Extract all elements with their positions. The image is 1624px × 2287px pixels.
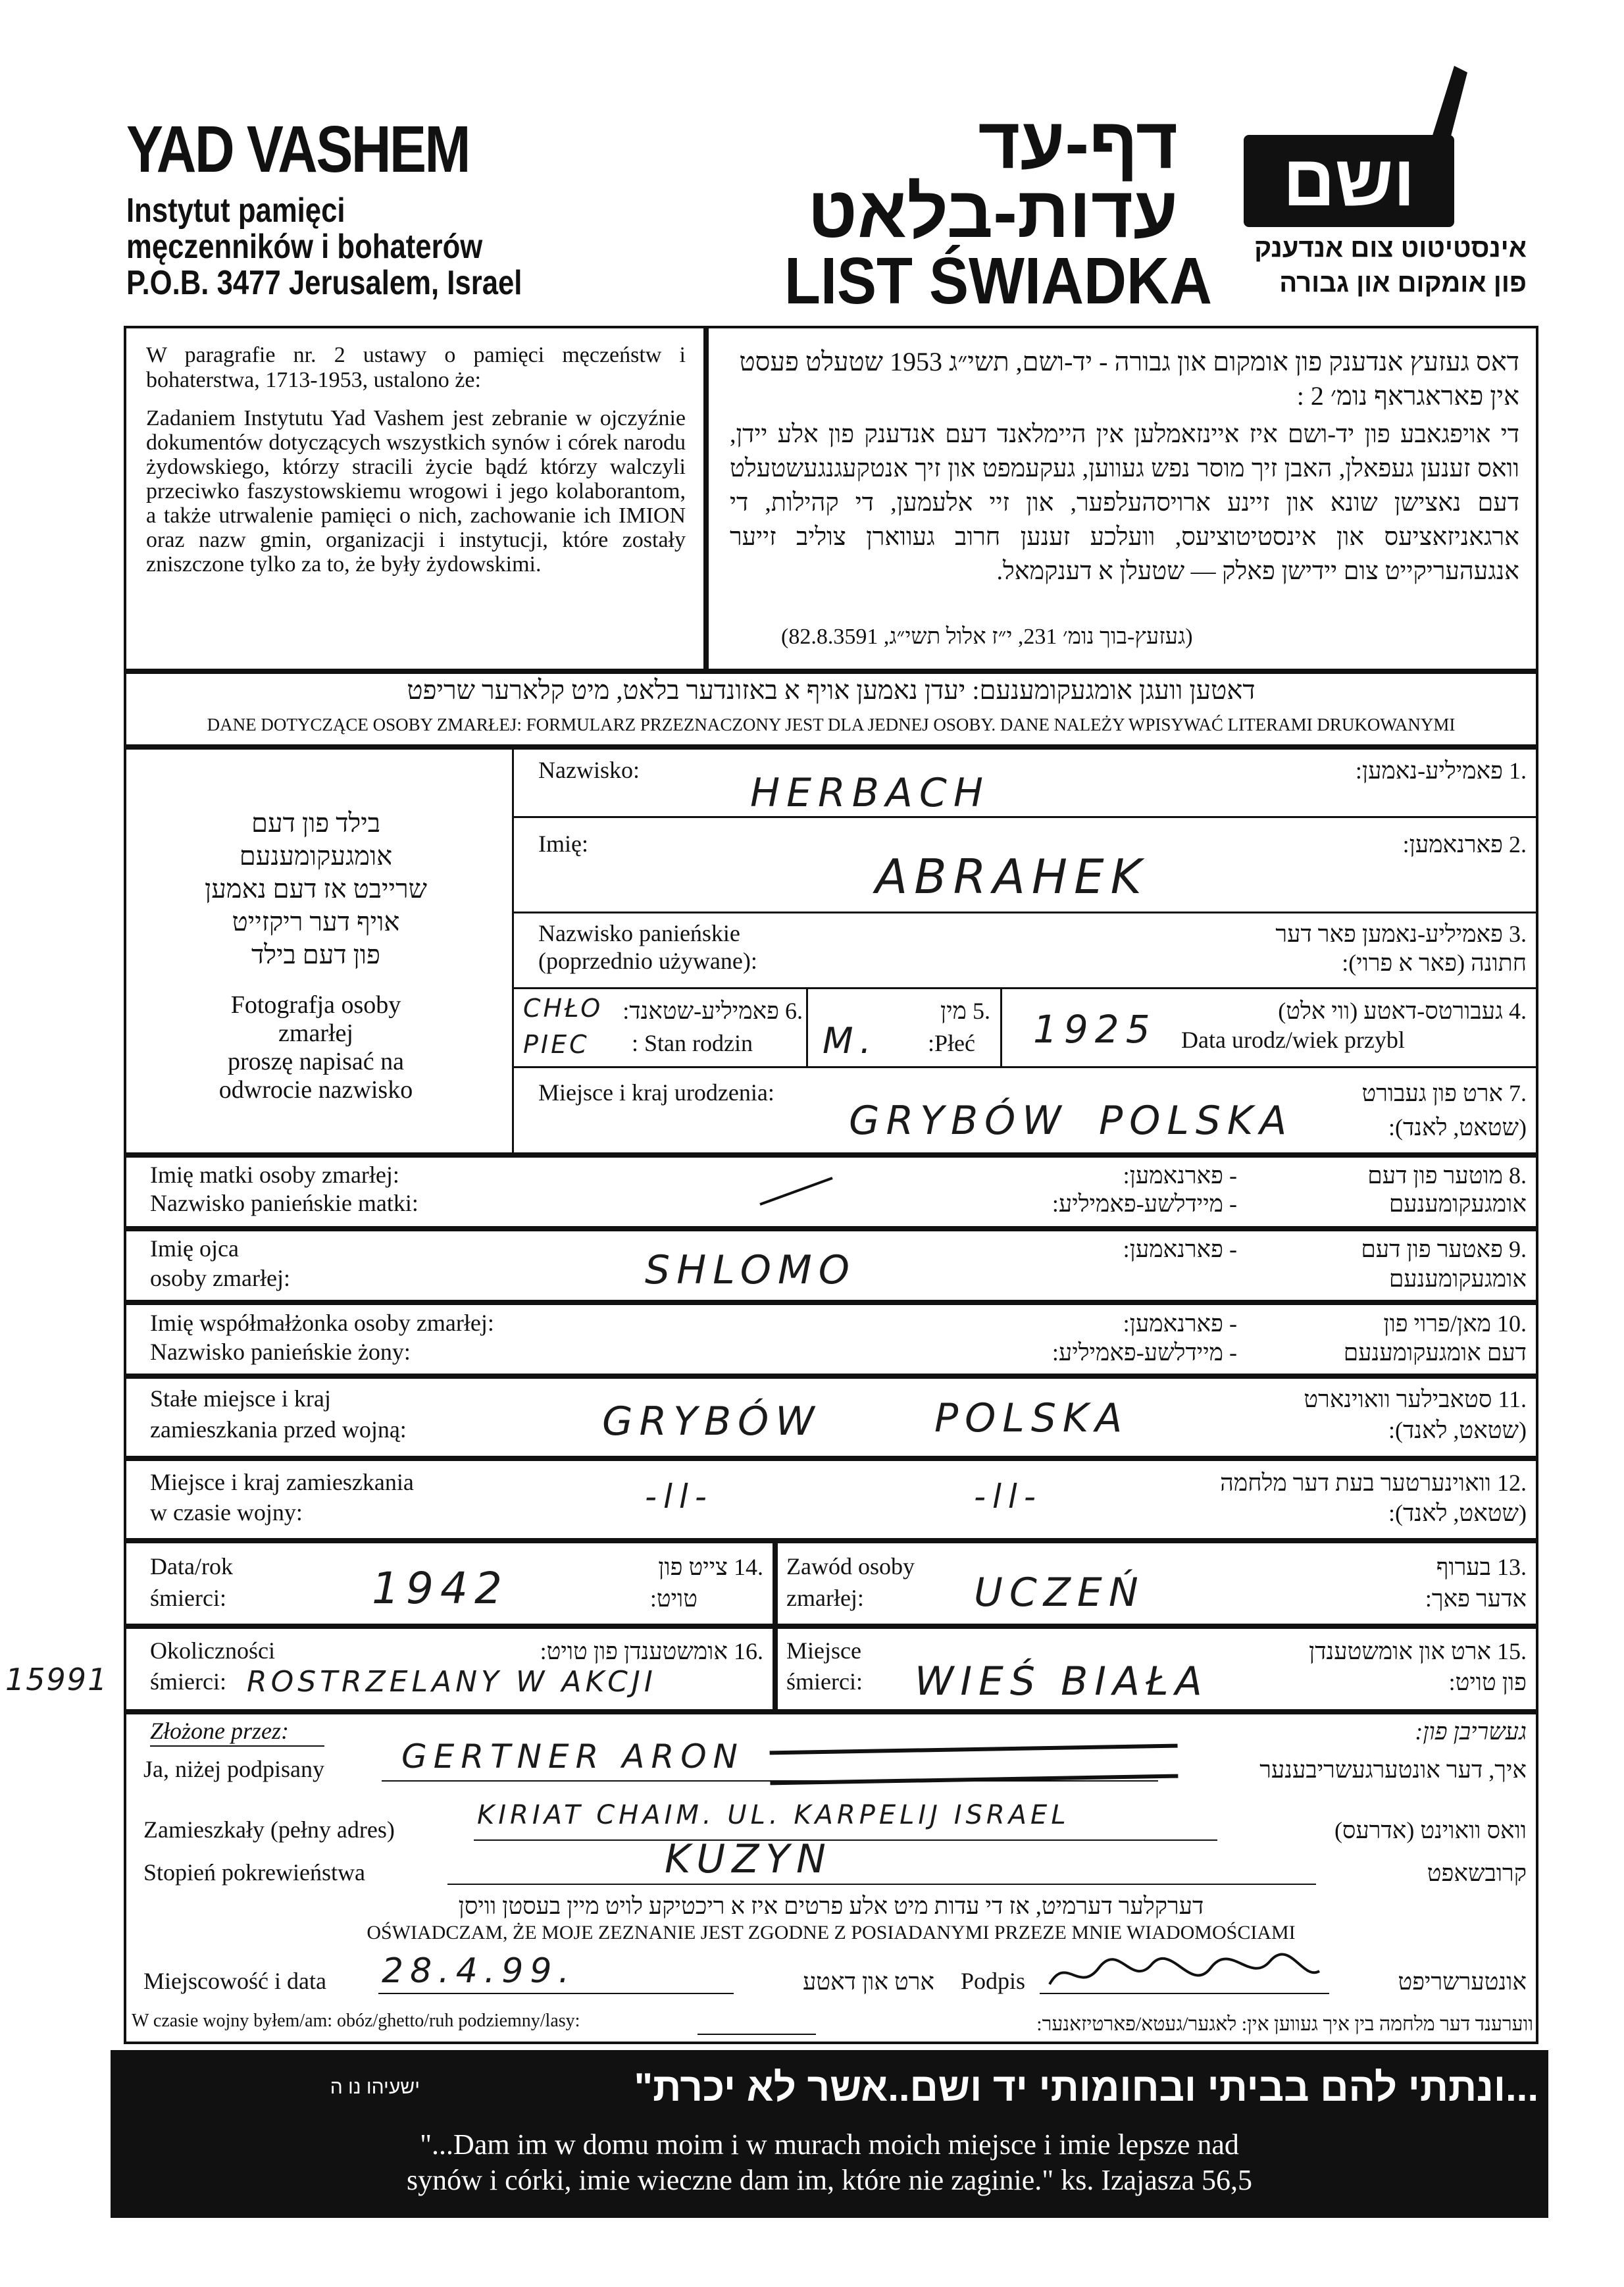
photo-yiddish-3: שרייבט אז דעם נאמען xyxy=(205,874,427,904)
death-date-label: Data/rok xyxy=(150,1553,233,1580)
address-label-yiddish: וואס וואוינט (אדרעס) xyxy=(1334,1817,1527,1843)
maiden-name-label-yiddish-2: חתונה (פאר א פרוי): xyxy=(1342,950,1527,976)
maiden-name-label-yiddish-1: .3 פאמיליע-נאמען פאר דער xyxy=(1275,921,1527,947)
first-name-value: ABRAHEK xyxy=(875,849,1148,904)
mother-maiden-name-label-yiddish: - מיידלשע-פאמיליע: xyxy=(1052,1191,1237,1217)
family-status-label-yiddish: .6 פאמיליע-שטאנד: xyxy=(622,998,803,1024)
submitter-name-value: GERTNER ARON xyxy=(401,1737,744,1776)
birth-date-label: Data urodz/wiek przybl xyxy=(1181,1027,1405,1053)
declaration-yiddish: דערקלער דערמיט, אז די עדות מיט אלע פרטים איז א ריכטיקע לויט מיין בעסטן וויסן xyxy=(458,1893,1204,1919)
address-label: Zamieszkały (pełny adres) xyxy=(143,1816,395,1843)
photo-polish-2: zmarłej xyxy=(278,1019,353,1047)
spouse-maiden-name-label: Nazwisko panieńskie żony: xyxy=(150,1339,411,1365)
spouse-maiden-name-label-yiddish: - מיידלשע-פאמיליע: xyxy=(1052,1339,1237,1366)
place-date-label: Miejscowość i data xyxy=(143,1968,326,1994)
footer-hebrew-quote: ...ונתתי להם בביתי ובחומותי יד ושם..אשר לא יכרת" xyxy=(634,2065,1538,2109)
birthplace-label: Miejsce i kraj urodzenia: xyxy=(538,1079,774,1106)
intro-law-yiddish: דאס געזעץ אנדענק פון אומקום און גבורה - יד-ושם, תשי״ג 1953 שטעלט פעסט אין פאראגראף נומ׳ 2 : xyxy=(739,347,1519,411)
father-first-name-label-2: osoby zmarłej: xyxy=(150,1265,290,1291)
photo-yiddish-1: בילד פון דעם xyxy=(251,808,380,838)
signature-label: Podpis xyxy=(961,1968,1026,1994)
spouse-label-yiddish-1: .10 מאן/פרוי פון xyxy=(1383,1310,1527,1337)
place-date-value: 28.4.99. xyxy=(382,1951,576,1991)
footer-hebrew-reference: ישעיהו נו ה xyxy=(330,2076,420,2098)
sex-label-yiddish: .5 מין xyxy=(940,998,990,1024)
wartime-city-value: -ll- xyxy=(645,1478,713,1516)
wartime-residence-label-yiddish-1: .12 וואוינערטער בעת דער מלחמה xyxy=(1220,1470,1527,1496)
death-date-label-yiddish-1: .14 צייט פון xyxy=(658,1554,763,1580)
birth-date-value: 1925 xyxy=(1033,1007,1157,1052)
residence-label-2: zamieszkania przed wojną: xyxy=(150,1416,407,1443)
footer-polish-quote-1: "...Dam im w domu moim i w murach moich miejsce i imie lepsze nad xyxy=(420,2128,1239,2161)
wartime-residence-label: Miejsce i kraj zamieszkania xyxy=(150,1469,414,1495)
residence-city-value: GRYBÓW xyxy=(602,1399,821,1445)
address-value: KIRIAT CHAIM. UL. KARPELIJ ISRAEL xyxy=(477,1800,1070,1830)
occupation-value: UCZEŃ xyxy=(974,1570,1145,1616)
intro-law-polish: W paragrafie nr. 2 ustawy o pamięci męczeństw i bohaterstwa, 1713-1953, ustalono że: xyxy=(146,343,686,392)
father-first-name-label-yiddish-a: - פארנאמען: xyxy=(1123,1236,1237,1262)
spouse-first-name-label: Imię współmałżonka osoby zmarłej: xyxy=(150,1310,494,1336)
relation-value: KUZYN xyxy=(665,1836,832,1882)
mother-maiden-name-label: Nazwisko panieńskie matki: xyxy=(150,1190,419,1216)
mother-first-name-label-yiddish: - פארנאמען: xyxy=(1123,1162,1237,1189)
death-place-label-yiddish-2: פון טויט: xyxy=(1448,1669,1527,1695)
occupation-label-yiddish-1: .13 בערוף xyxy=(1436,1554,1527,1580)
org-line-2: męczenników i bohaterów xyxy=(126,228,483,266)
wartime-residence-label-yiddish-2: (שטאט, לאנד): xyxy=(1388,1500,1527,1526)
death-date-label-2: śmierci: xyxy=(150,1585,226,1611)
residence-label-yiddish-2: (שטאט, לאנד): xyxy=(1388,1417,1527,1443)
submitter-name-label-yiddish: איך, דער אונטערגעשריבענער xyxy=(1259,1757,1527,1783)
birthplace-city-value: GRYBÓW xyxy=(849,1098,1068,1144)
spouse-first-name-label-yiddish: - פארנאמען: xyxy=(1123,1310,1237,1337)
circumstances-value: ROSTRZELANY W AKCJI xyxy=(247,1665,657,1699)
family-status-value-1: CHŁO xyxy=(523,994,603,1023)
instruction-yiddish: דאטען וועגן אומגעקומענעם: יעדן נאמען אויף א באזונדער בלאט, מיט קלארער שריפט xyxy=(407,675,1256,705)
photo-yiddish-2: אומגעקומענעם xyxy=(239,841,393,871)
residence-country-value: POLSKA xyxy=(934,1395,1129,1441)
family-status-value-2: PIEC xyxy=(523,1030,590,1059)
death-date-value: 1942 xyxy=(372,1563,509,1614)
org-name: YAD VASHEM xyxy=(126,113,469,186)
maiden-name-label-2: (poprzednio używane): xyxy=(538,948,757,974)
surname-label-yiddish: .1 פאמיליע-נאמען: xyxy=(1355,758,1527,784)
relation-label: Stopień pokrewieństwa xyxy=(143,1859,365,1886)
occupation-label-yiddish-2: אדער פאך: xyxy=(1425,1585,1527,1612)
submitter-title: Złożone przez: xyxy=(150,1718,290,1744)
photo-yiddish-4: אויף דער ריקזייט xyxy=(232,907,400,937)
place-date-label-yiddish: ארט און דאטע xyxy=(802,1968,934,1995)
sex-label: :Płeć xyxy=(928,1030,975,1056)
relation-label-yiddish: קרובשאפט xyxy=(1427,1860,1527,1886)
sex-value: M. xyxy=(823,1020,878,1062)
logo-text: ושם xyxy=(1282,140,1415,221)
logo-flame-icon xyxy=(1415,59,1474,178)
intro-yiddish-box xyxy=(706,326,1538,671)
photo-polish-1: Fotografja osoby xyxy=(230,991,401,1019)
photo-polish-4: odwrocie nazwisko xyxy=(218,1076,413,1104)
mother-label-yiddish-1: .8 מוטער פון דעם xyxy=(1367,1162,1527,1189)
wartime-residence-label-2: w czasie wojny: xyxy=(150,1499,303,1526)
birthplace-label-yiddish-2: (שטאט, לאנד): xyxy=(1388,1114,1527,1141)
circumstances-label-2: śmierci: xyxy=(150,1668,226,1695)
death-place-label-yiddish-1: .15 ארט און אומשטענדן xyxy=(1309,1638,1527,1664)
birthplace-label-yiddish-1: .7 ארט פון געבורט xyxy=(1361,1080,1527,1106)
struck-out-text xyxy=(770,1744,1179,1786)
photo-yiddish-5: פון דעם בילד xyxy=(251,940,380,969)
death-place-label-2: śmierci: xyxy=(786,1668,863,1695)
maiden-name-label: Nazwisko panieńskie xyxy=(538,920,740,946)
submitter-title-yiddish: געשריבן פון: xyxy=(1415,1718,1527,1745)
wartime-country-value: -ll- xyxy=(974,1478,1042,1516)
photo-polish-3: proszę napisać na xyxy=(228,1048,404,1075)
death-place-label: Miejsce xyxy=(786,1637,861,1664)
mother-first-name-label: Imię matki osoby zmarłej: xyxy=(150,1162,399,1188)
father-first-name-label: Imię ojca xyxy=(150,1235,239,1262)
occupation-label-2: zmarłej: xyxy=(786,1585,864,1611)
submitter-name-label: Ja, niżej podpisany xyxy=(143,1756,324,1782)
surname-label: Nazwisko: xyxy=(538,757,640,783)
intro-body-yiddish: די אויפגאבע פון יד-ושם איז איינזאמלען אין היימלאנד דעם אנדענק פון אלע יידן, וואס זענען געפאלן, האבן זיך מוסר נפש געווען, געקעמפט און זיך אנטקעגנגעשטעלט דעם נאצישן שונא און זיינע ארויסהעלפער, און זיי אלעמען, די קהילות, די ארגאניזאציעס און אינסטיטוציעס, וועלכע זענען חרוב געווארן צוליב זייער אנגעהעריקייט צום יידישן פאלק — שטעלן א דענקמאל. xyxy=(730,421,1519,585)
father-label-yiddish-1: .9 פאטער פון דעם xyxy=(1361,1236,1527,1262)
mother-blank-dash xyxy=(757,1171,836,1211)
family-status-label: : Stan rodzin xyxy=(632,1030,753,1056)
org-line-1: Instytut pamięci xyxy=(126,192,345,230)
mother-label-yiddish-2: אומגעקומענעם xyxy=(1388,1191,1527,1217)
circumstances-label-yiddish: .16 אומשטענדן פון טויט: xyxy=(540,1638,763,1664)
instruction-polish: DANE DOTYCZĄCE OSOBY ZMARŁEJ: FORMULARZ PRZEZNACZONY JEST DLA JEDNEJ OSOBY. DANE NALEŻY WPISYWAĆ LITERAMI DRUKOWANYMI xyxy=(207,715,1456,734)
residence-label-yiddish-1: .11 סטאבילער וואוינארט xyxy=(1304,1386,1527,1412)
birthplace-country-value: POLSKA xyxy=(1099,1098,1294,1144)
death-place-value: WIEŚ BIAŁA xyxy=(915,1658,1209,1705)
instruction-box xyxy=(124,671,1538,747)
hebrew-title-2: עדות-בלאט xyxy=(807,172,1178,253)
logo-subtitle-1: אינסטיטוט צום אנדענק xyxy=(1254,234,1527,263)
hebrew-title-1: דף-עד xyxy=(978,103,1178,184)
intro-polish-box xyxy=(124,326,706,671)
death-date-label-yiddish-2: טויט: xyxy=(649,1585,698,1612)
signature-label-yiddish: אונטערשריפט xyxy=(1398,1968,1527,1995)
residence-label: Stałe miejsce i kraj xyxy=(150,1385,331,1412)
wartime-status-label-yiddish: ווערענד דער מלחמה בין איך געווען אין: לאגער/געטא/פארטיזאנער: xyxy=(1036,2013,1533,2035)
father-label-yiddish-2: אומגעקומענעם xyxy=(1388,1266,1527,1292)
wartime-status-label: W czasie wojny byłem/am: obóz/ghetto/ruh podziemny/lasy: xyxy=(132,2011,580,2031)
circumstances-label: Okoliczności xyxy=(150,1637,275,1664)
margin-note: 15991 xyxy=(5,1662,109,1697)
intro-body-polish: Zadaniem Instytutu Yad Vashem jest zebranie w ojczyźnie dokumentów dotyczących wszystkich synów i córek narodu żydowskiego, którzy stracili życie bądź którzy walczyli przeciwko faszystowskiemu wrogowi i jego kolaborantom, a także utrwalenie pamięci o nich, zachowanie ich IMION oraz nazw gmin, organizacji i instytucji, które zostały zniszczone tylko za to, że były żydowskimi. xyxy=(146,406,686,577)
declaration-polish: OŚWIADCZAM, ŻE MOJE ZEZNANIE JEST ZGODNE Z POSIADANYMI PRZEZE MNIE WIADOMOŚCIAMI xyxy=(367,1922,1296,1943)
footer-polish-quote-2: synów i córki, imie wieczne dam im, które nie zaginie." ks. Izajasza 56,5 xyxy=(407,2164,1252,2196)
first-name-label: Imię: xyxy=(538,831,588,857)
birth-date-label-yiddish: .4 געבורטס-דאטע (ווי אלט) xyxy=(1278,998,1527,1024)
footer-polish-quote-area xyxy=(111,2122,1548,2218)
father-first-name-value: SHLOMO xyxy=(645,1247,857,1293)
occupation-label: Zawód osoby xyxy=(786,1553,915,1580)
org-address: P.O.B. 3477 Jerusalem, Israel xyxy=(126,264,522,302)
surname-value: HERBACH xyxy=(750,770,990,816)
signature-scribble xyxy=(1046,1948,1323,1997)
form-title: LIST ŚWIADKA xyxy=(784,244,1212,318)
intro-reference-yiddish: (געזעץ-בוך נומ׳ 231, י״ז אלול תשי״ג, 82.8.3591) xyxy=(781,625,1193,649)
spouse-label-yiddish-2: דעם אומגעקומענעם xyxy=(1343,1339,1527,1366)
first-name-label-yiddish: .2 פארנאמען: xyxy=(1402,831,1527,858)
logo-subtitle-2: פון אומקום און גבורה xyxy=(1279,269,1527,297)
